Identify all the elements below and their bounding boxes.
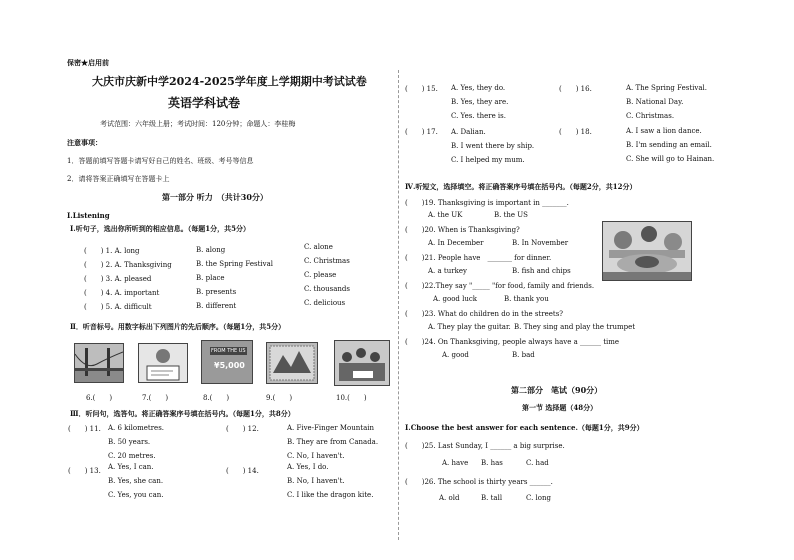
golden-gate-bridge-picture [74,343,124,383]
q15-number: ( ) 15. [405,85,438,93]
exam-subtitle: 英语学科试卷 [168,96,241,110]
q3-a: ( ) 3. A. pleased [84,275,152,283]
notice-1: 1．答题前填写答题卡请写好自己的姓名、班级、考号等信息 [67,157,254,165]
q19-text: ( )19. Thanksgiving is important in _______. [405,199,569,207]
section2-title: Ⅱ．听音标号。用数字标出下列图片的先后顺序。（每题1分，共5分） [70,322,286,331]
q18-option-b: B. I'm sending an email. [626,141,712,149]
q5-a: ( ) 5. A. difficult [84,303,152,311]
pic-label-8: 8.( ) [203,394,230,402]
q1-a: ( ) 1. A. long [84,247,140,255]
q25-text: ( )25. Last Sunday, I ______ a big surprise. [405,442,565,450]
q12-option-b: B. They are from Canada. [287,438,379,446]
q14-number: ( ) 14. [226,467,259,475]
q4-b: B. presents [196,288,237,296]
q22-option-a: A. good luck [433,295,478,303]
q1-c: C. alone [304,243,333,251]
part1-title: 第一部分 听力 （共计30分） [162,192,268,202]
q15-option-b: B. Yes, they are. [451,98,509,106]
q11-option-b: B. 50 years. [108,438,151,446]
q15-option-a: A. Yes, they do. [451,84,506,92]
q20-option-b: B. In November [512,239,569,247]
q20-text: ( )20. When is Thanksgiving? [405,226,520,234]
q21-option-b: B. fish and chips [512,267,571,275]
q24-option-a: A. good [442,351,469,359]
q1-b: B. along [196,246,226,254]
q21-option-a: A. a turkey [428,267,467,275]
q5-c: C. delicious [304,299,346,307]
q2-b: B. the Spring Festival [196,260,273,268]
q13-option-c: C. Yes, you can. [108,491,164,499]
section1-title: Ⅰ.听句子，选出你所听到的相应信息。（每题1分，共5分） [70,224,250,233]
q11-number: ( ) 11. [68,425,101,433]
q16-option-c: C. Christmas. [626,112,675,120]
pic-label-9: 9.( ) [266,394,293,402]
q14-option-c: C. I like the dragon kite. [287,491,374,499]
column-divider [398,70,399,540]
q26-option-b: B. tall [481,494,503,502]
section4-title: Ⅳ.听短文，选择填空。将正确答案序号填在括号内。（每题2分，共12分） [405,182,637,191]
q25-option-b: B. has [481,459,503,467]
q4-a: ( ) 4. A. important [84,289,160,297]
q25-option-c: C. had [526,459,549,467]
money-amount: ¥5,000 [214,361,245,370]
q19-option-a: A. the UK [428,211,463,219]
q15-option-c: C. Yes. there is. [451,112,506,120]
pic-label-7: 7.( ) [142,394,169,402]
people-crowd-picture [334,340,390,386]
exam-info: 考试范围：六年级上册；考试时间：120分钟；命题人：李桂梅 [100,120,296,128]
q12-number: ( ) 12. [226,425,259,433]
q22-text: ( )22.They say "_____ "for food, family and friends. [405,282,595,290]
q13-number: ( ) 13. [68,467,101,475]
q17-option-b: B. I went there by ship. [451,142,535,150]
choose-answer-title: Ⅰ.Choose the best answer for each sentence.（每题1分，共9分） [405,423,644,432]
stamp-picture [266,342,318,384]
q24-text: ( )24. On Thanksgiving, people always have a ______ time [405,338,620,346]
q17-option-c: C. I helped my mum. [451,156,525,164]
q13-option-b: B. Yes, she can. [108,477,164,485]
q12-option-c: C. No, I haven't. [287,452,345,460]
from-the-us-label: FROM THE US [211,348,246,354]
q20-option-a: A. In December [428,239,484,247]
money-gift-picture [201,340,253,384]
q24-option-b: B. bad [512,351,535,359]
pic-label-10: 10.( ) [336,394,367,402]
q2-c: C. Christmas [304,257,350,265]
q22-option-b: B. thank you [504,295,549,303]
q16-option-a: A. The Spring Festival. [626,84,707,92]
q18-option-a: A. I saw a lion dance. [626,127,702,135]
q16-number: ( ) 16. [559,85,592,93]
q17-option-a: A. Dalian. [451,128,486,136]
q3-b: B. place [196,274,225,282]
q3-c: C. please [304,271,337,279]
writing-letter-picture [138,343,188,383]
q26-text: ( )26. The school is thirty years ______. [405,478,553,486]
q26-option-a: A. old [439,494,460,502]
q18-option-c: C. She will go to Hainan. [626,155,715,163]
q11-option-a: A. 6 kilometres. [108,424,165,432]
notice-2: 2．请将答案正确填写在答题卡上 [67,175,170,183]
part2-title: 第二部分 笔试（90分） [511,385,603,395]
q25-option-a: A. have [442,459,469,467]
q14-option-a: A. Yes, I do. [287,463,329,471]
q26-option-c: C. long [526,494,551,502]
q17-number: ( ) 17. [405,128,438,136]
thanksgiving-dinner-picture [602,221,692,281]
q4-c: C. thousands [304,285,350,293]
q18-number: ( ) 18. [559,128,592,136]
q5-b: B. different [196,302,237,310]
q23-option-a: A. They play the guitar. [428,323,511,331]
q16-option-b: B. National Day. [626,98,684,106]
notice-title: 注意事项： [67,138,102,147]
q12-option-a: A. Five-Finger Mountain [287,424,374,432]
secret-label: 保密★启用前 [67,58,109,67]
q23-text: ( )23. What do children do in the streets? [405,310,564,318]
section-choice-title: 第一节 选择题（48分） [522,403,598,412]
q21-text: ( )21. People have _______ for dinner. [405,254,552,262]
q14-option-b: B. No, I haven't. [287,477,345,485]
exam-title: 大庆市庆新中学2024-2025学年度上学期期中考试试卷 [92,75,367,88]
q19-option-b: B. the US [494,211,528,219]
pic-label-6: 6.( ) [86,394,113,402]
q11-option-c: C. 20 metres. [108,452,156,460]
section3-title: Ⅲ．听问句，选答句。将正确答案序号填在括号内。（每题1分，共8分） [70,409,295,418]
q23-option-b: B. They sing and play the trumpet [514,323,636,331]
listening-heading: I.Listening [67,211,110,220]
q2-a: ( ) 2. A. Thanksgiving [84,261,172,269]
q13-option-a: A. Yes, I can. [108,463,154,471]
